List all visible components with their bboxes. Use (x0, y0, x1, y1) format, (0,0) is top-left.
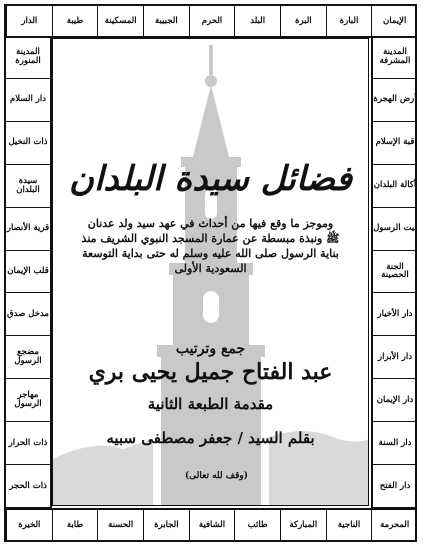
left-border-cell: ذات الحرار (6, 422, 50, 465)
bottom-border-cell: الخيرة (6, 510, 52, 540)
bottom-border-cell: المحرمة (371, 510, 417, 540)
right-border-cell: بيت الرسول (373, 208, 417, 251)
book-description: وموجز ما وقع فيها من أحداث في عهد سيد ولد عدنان ﷺ ونبذة مبسطة عن عمارة المسجد النبوي الشريف منذ بناية الرسول صلى الله عليه وسلم له حتى بداية التوسعة السعودية الأولى (81, 217, 340, 275)
author-name: عبد الفتاح جميل يحيى بري (88, 359, 333, 385)
right-border-cell: أرض الهجرة (373, 79, 417, 122)
right-border-cell: دار الفتح (373, 465, 417, 508)
left-border-cell: ذات الحجر (6, 465, 50, 508)
left-border-cell: مدخل صدق (6, 293, 50, 336)
right-border-cell: أكالة البلدان (373, 165, 417, 208)
bottom-border-cell: طائب (234, 510, 280, 540)
left-border-cell: مضجع الرسول (6, 336, 50, 379)
right-border-cell: المدينة المشرفة (373, 36, 417, 79)
book-title: فضائل سيدة البلدان (69, 159, 352, 199)
waqf-note: (وقف لله تعالى) (184, 471, 248, 481)
top-border-cell: البرة (280, 6, 326, 36)
right-border-cell: دار الإيمان (373, 379, 417, 422)
right-border-cell: دار الأبرار (373, 336, 417, 379)
top-border-cell: الإيمان (371, 6, 417, 36)
compiled-by-label: جمع وترتيب (175, 341, 246, 357)
preface-author: بقلم السيد / جعفر مصطفى سبيه (106, 429, 315, 447)
top-border-cell: البارة (326, 6, 372, 36)
bottom-border-cell: المباركة (280, 510, 326, 540)
top-border-cell: الجبيبة (143, 6, 189, 36)
left-border-cell: مهاجر الرسول (6, 379, 50, 422)
bottom-border-row (6, 508, 417, 540)
bottom-border-cell: الشافية (189, 510, 235, 540)
left-border-cell: قرية الأنصار (6, 208, 50, 251)
left-border-column (6, 36, 52, 508)
top-border-cell: المسكينة (97, 6, 143, 36)
top-border-cell: الحرم (189, 6, 235, 36)
edition-note: مقدمة الطبعة الثانية (147, 395, 274, 413)
left-border-cell: المدينة المنورة (6, 36, 50, 79)
right-border-cell: دار السنة (373, 422, 417, 465)
center-panel (52, 38, 369, 506)
right-border-column (371, 36, 417, 508)
bottom-border-cell: الحسنة (97, 510, 143, 540)
bottom-border-cell: طابة (52, 510, 98, 540)
right-border-cell: دار الأخيار (373, 293, 417, 336)
left-border-cell: دار السلام (6, 79, 50, 122)
top-border-row (6, 6, 417, 38)
left-border-cell: سيدة البلدان (6, 165, 50, 208)
left-border-cell: ذات النخيل (6, 122, 50, 165)
top-border-cell: الدار (6, 6, 52, 36)
right-border-cell: قبة الإسلام (373, 122, 417, 165)
top-border-cell: البلد (234, 6, 280, 36)
top-border-cell: طيبة (52, 6, 98, 36)
left-border-cell: قلب الإيمان (6, 251, 50, 294)
bottom-border-cell: الجابرة (143, 510, 189, 540)
right-border-cell: الجنة الحصينة (373, 251, 417, 294)
bottom-border-cell: الناجية (326, 510, 372, 540)
